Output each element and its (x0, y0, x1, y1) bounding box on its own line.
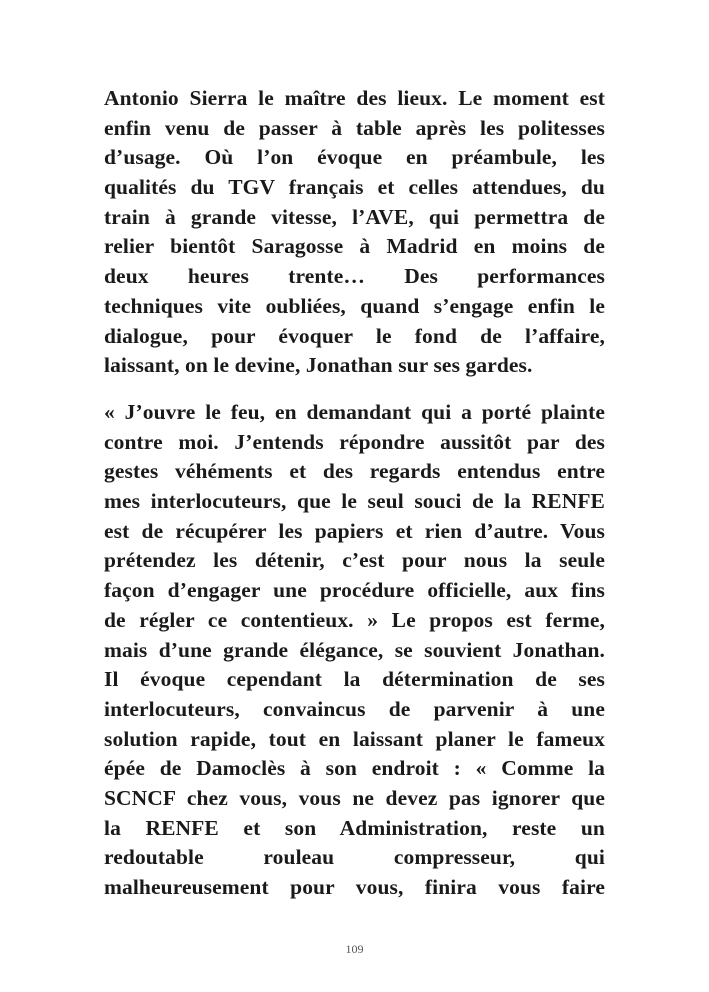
text-line: train à grande vitesse, l’AVE, qui permettra de (104, 204, 605, 229)
text-line: dialogue, pour évoquer le fond de l’affaire, (104, 323, 605, 348)
text-line: « J’ouvre le feu, en demandant qui a porté plainte (104, 400, 605, 424)
text-line: d’usage. Où l’on évoque en préambule, les (104, 145, 605, 170)
text-line: contre moi. J’entends répondre aussitôt par des (104, 429, 605, 454)
text-line: la RENFE et son Administration, reste un (104, 815, 605, 840)
paragraph-2 (104, 398, 605, 903)
text-line: de régler ce contentieux. » Le propos est ferme, (104, 607, 605, 632)
text-line: mais d’une grande élégance, se souvient Jonathan. (104, 637, 605, 662)
text-line: est de récupérer les papiers et rien d’autre. Vous (104, 518, 605, 543)
text-line: interlocuteurs, convaincus de parvenir à une (104, 696, 605, 721)
text-line: deux heures trente… Des performances (104, 264, 605, 289)
text-line: façon d’engager une procédure officielle, aux fins (104, 578, 605, 603)
text-line: relier bientôt Saragosse à Madrid en moins de (104, 234, 605, 259)
text-line: techniques vite oubliées, quand s’engage enfin le (104, 293, 605, 318)
text-line: enfin venu de passer à table après les politesses (104, 115, 605, 140)
text-line: Il évoque cependant la détermination de ses (104, 667, 605, 692)
text-line: prétendez les détenir, c’est pour nous la seule (104, 548, 605, 573)
text-line: redoutable rouleau compresseur, qui (104, 845, 605, 870)
paragraph-1 (104, 84, 605, 381)
text-line: laissant, on le devine, Jonathan sur ses gardes. (104, 353, 533, 378)
text-line: malheureusement pour vous, finira vous faire (104, 875, 605, 899)
text-line: qualités du TGV français et celles attendues, du (104, 175, 605, 200)
text-line: solution rapide, tout en laissant planer le fameux (104, 726, 605, 751)
text-line: gestes véhéments et des regards entendus entre (104, 459, 605, 484)
text-line: SCNCF chez vous, vous ne devez pas ignorer que (104, 785, 605, 810)
text-line: épée de Damoclès à son endroit : « Comme la (104, 756, 605, 781)
text-line: Antonio Sierra le maître des lieux. Le moment est (104, 86, 605, 110)
text-line: mes interlocuteurs, que le seul souci de la RENFE (104, 489, 605, 514)
page-number: 109 (345, 942, 364, 956)
